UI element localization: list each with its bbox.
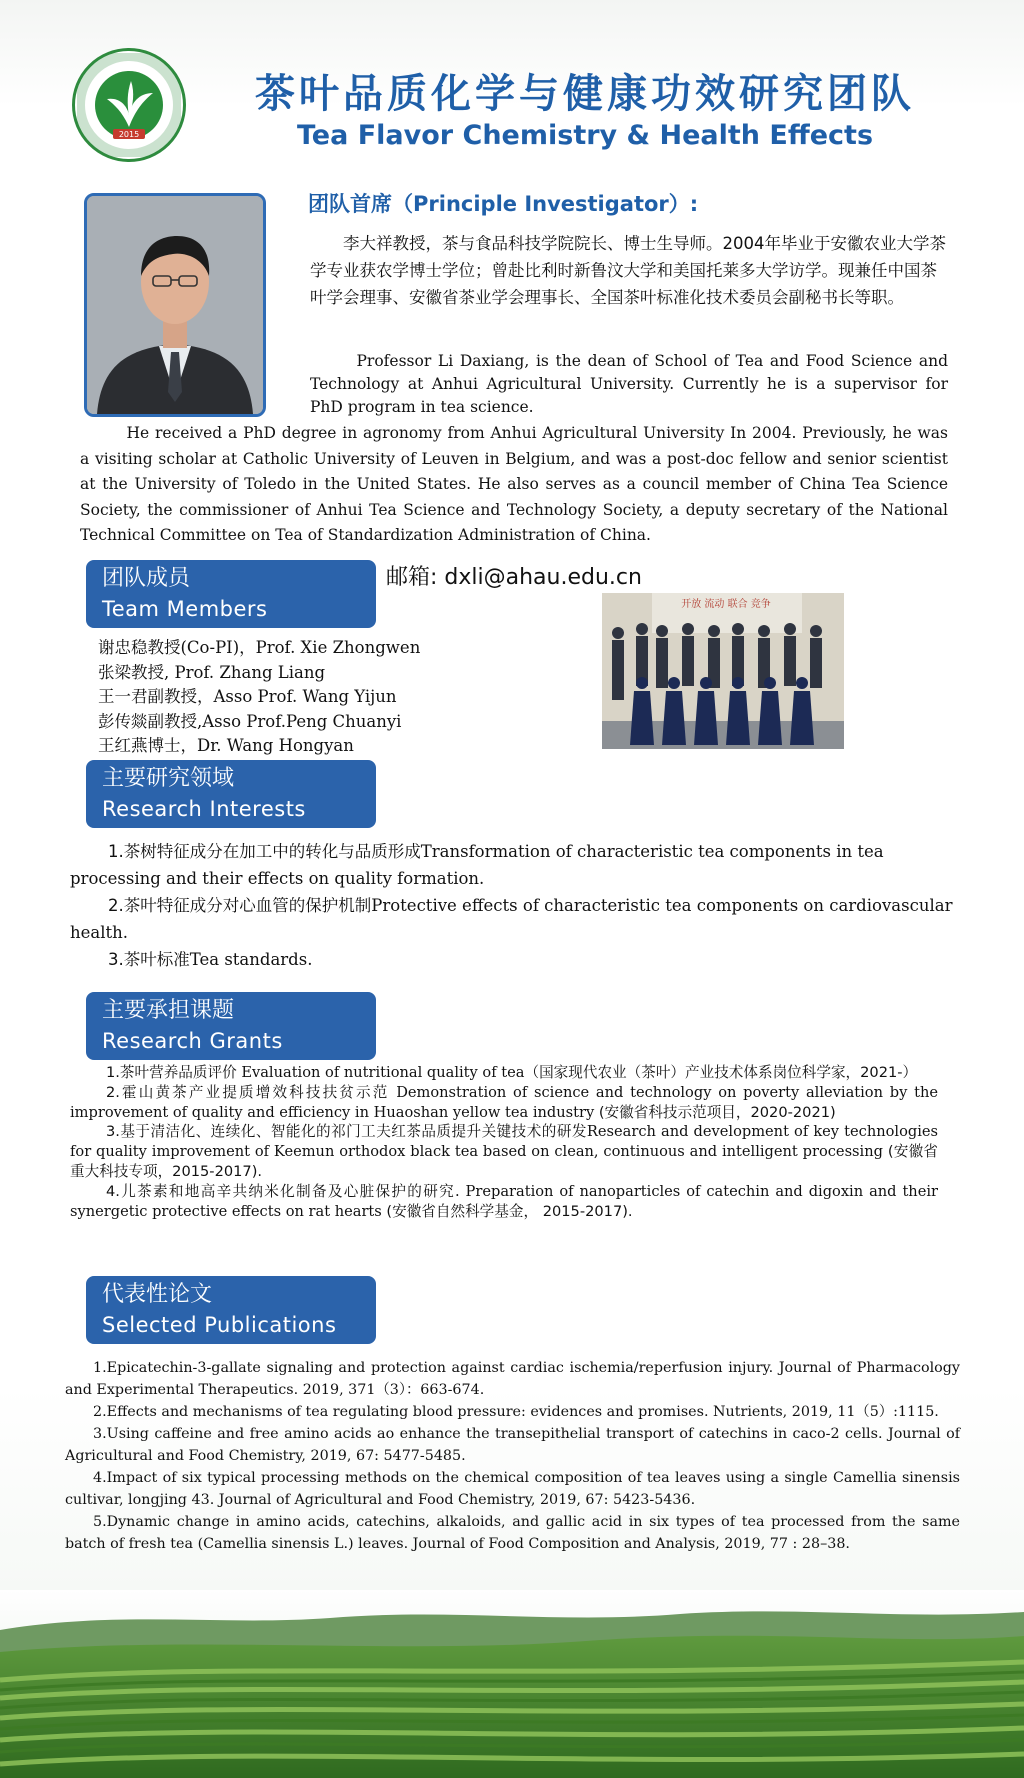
list-item (70, 946, 966, 973)
interest-en: Transformation of characteristic tea components in tea processing and their effects on quality formation. (70, 842, 884, 888)
grant-en: . Preparation of nanoparticles of catechin and digoxin and their synergetic protective effects on rat hearts (70, 1182, 938, 1220)
title-chinese: 茶叶品质化学与健康功效研究团队 (255, 71, 915, 117)
list-item (70, 1063, 938, 1083)
research-grants-header (86, 992, 376, 1060)
list-item: 王红燕博士，Dr. Wang Hongyan (98, 736, 354, 755)
publications-list (65, 1357, 960, 1555)
grant-cn: 3.基于清洁化、连续化、智能化的祁门工夫红茶品质提升关键技术的研发 (106, 1123, 587, 1141)
interest-en: Tea standards. (189, 950, 313, 969)
photo-banner-text: 开放 流动 联合 竞争 (681, 599, 771, 610)
title-english: Tea Flavor Chemistry & Health Effects (296, 120, 874, 151)
pi-bio-chinese: 李大祥教授，茶与食品科技学院院长、博士生导师。2004年毕业于安徽农业大学茶学专业获农学博士学位；曾赴比利时新鲁汶大学和美国托莱多大学访学。现兼任中国茶叶学会理事、安徽省茶业学会理事长、全国茶叶标准化技术委员会副秘书长等职。 (310, 234, 946, 307)
grant-cn: 1.茶叶营养品质评价 (106, 1064, 237, 1081)
tea-leaf-logo-icon (77, 53, 181, 157)
pi-bio-english-detail: He received a PhD degree in agronomy from Anhui Agricultural University In 2004. Previously, he was a visiting scholar at Catholic University of Leuven in Belgium, and was a post-doc fellow and senior scientist at the University of Toledo in the United States. He also serves as a council member of China Tea Science Society, the commissioner of Anhui Tea Science and Technology Society, a deputy secretary of the National Technical Committee on Tea of Standardization Administration of China. (80, 424, 948, 544)
list-item (70, 1083, 938, 1123)
research-interests-list (70, 838, 966, 973)
publications-header-cn: 代表性论文 (102, 1282, 213, 1307)
group-photo-icon (602, 593, 844, 749)
publications-header (86, 1276, 376, 1344)
interest-cn: 1.茶树特征成分在加工中的转化与品质形成 (108, 842, 421, 861)
research-grants-list (70, 1063, 938, 1221)
pi-bio-english-intro: Professor Li Daxiang, is the dean of School of Tea and Food Science and Technology at Anhui Agricultural University. Currently he is a supervisor for PhD program in tea science. (310, 352, 948, 416)
person-portrait-icon (87, 196, 263, 414)
team-group-photo (602, 593, 844, 749)
list-item (70, 838, 966, 892)
publications-header-en: Selected Publications (102, 1313, 337, 1337)
research-interests-header (86, 760, 376, 828)
research-grants-header-en: Research Grants (102, 1029, 283, 1053)
team-members-header (86, 560, 376, 628)
interest-cn: 3.茶叶标准 (108, 950, 190, 969)
list-item: 彭传燚副教授,Asso Prof.Peng Chuanyi (98, 711, 402, 731)
logo-year: 2015 (118, 130, 140, 139)
list-item: 4.Impact of six typical processing methods on the chemical composition of tea leaves using a single Camellia sinensis cultivar, longjing 43. Journal of Agricultural and Food Chemistry, 2019, 67: 5423-5436. (65, 1470, 960, 1508)
grant-source: (安徽省自然科学基金， 2015-2017). (386, 1202, 633, 1220)
grant-cn: 4.儿茶素和地高辛共纳米化制备及心脏保护的研究 (106, 1182, 455, 1200)
interest-en: Protective effects of characteristic tea components on cardiovascular health. (70, 896, 953, 942)
tea-plantation-icon (0, 1590, 1024, 1778)
research-interests-header-en: Research Interests (102, 797, 306, 821)
grant-cn: 2.霍山黄茶产业提质增效科技扶贫示范 (106, 1083, 390, 1101)
list-item: 5.Dynamic change in amino acids, catechins, alkaloids, and gallic acid in six types of tea processed from the same batch of fresh tea (Camellia sinensis L.) leaves. Journal of Food Composition and Analysis, 2019, 77 : 28–38. (65, 1514, 960, 1552)
grant-en: Evaluation of nutritional quality of tea (236, 1064, 525, 1081)
pi-heading: 团队首席（Principle Investigator）: (308, 192, 699, 216)
grant-source: (安徽省重大科技专项，2015-2017). (70, 1143, 938, 1180)
list-item: 谢忠稳教授(Co-PI)，Prof. Xie Zhongwen (98, 638, 421, 657)
grant-en: Demonstration of science and technology on poverty alleviation by the improvement of quality and efficiency in Huaoshan yellow tea industry (70, 1083, 938, 1121)
list-item: 王一君副教授，Asso Prof. Wang Yijun (98, 687, 397, 706)
list-item: 张梁教授, Prof. Zhang Liang (98, 662, 326, 682)
list-item: 1.Epicatechin-3-gallate signaling and protection against cardiac ischemia/reperfusion injury. Journal of Pharmacology and Experimental Therapeutics. 2019, 371（3）：663-674. (65, 1360, 960, 1398)
list-item (70, 1182, 938, 1222)
team-member-list (98, 636, 420, 759)
list-item: 3.Using caffeine and free amino acids ao enhance the transepithelial transport of catechins in caco-2 cells. Journal of Agricultural and Food Chemistry, 2019, 67: 5477-5485. (65, 1426, 960, 1464)
grant-en: Research and development of key technologies for quality improvement of Keemun orthodox black tea based on clean, continuous and intelligent processing (70, 1123, 938, 1161)
team-members-header-en: Team Members (102, 597, 268, 621)
research-grants-header-cn: 主要承担课题 (102, 998, 235, 1023)
interest-cn: 2.茶叶特征成分对心血管的保护机制 (108, 896, 372, 915)
team-members-header-cn: 团队成员 (102, 566, 191, 591)
research-interests-header-cn: 主要研究领域 (102, 766, 235, 791)
list-item: 2.Effects and mechanisms of tea regulating blood pressure: evidences and promises. Nutrients, 2019, 11（5）:1115. (93, 1404, 939, 1420)
email-contact: 邮箱: dxli@ahau.edu.cn (386, 565, 642, 590)
list-item (70, 892, 966, 946)
grant-source: （国家现代农业（茶叶）产业技术体系岗位科学家，2021-） (524, 1064, 918, 1081)
tea-plantation-banner (0, 1590, 1024, 1778)
pi-portrait (84, 193, 266, 417)
lab-logo (72, 48, 186, 162)
list-item (70, 1122, 938, 1181)
grant-source: (安徽省科技示范项目，2020-2021) (598, 1103, 836, 1121)
